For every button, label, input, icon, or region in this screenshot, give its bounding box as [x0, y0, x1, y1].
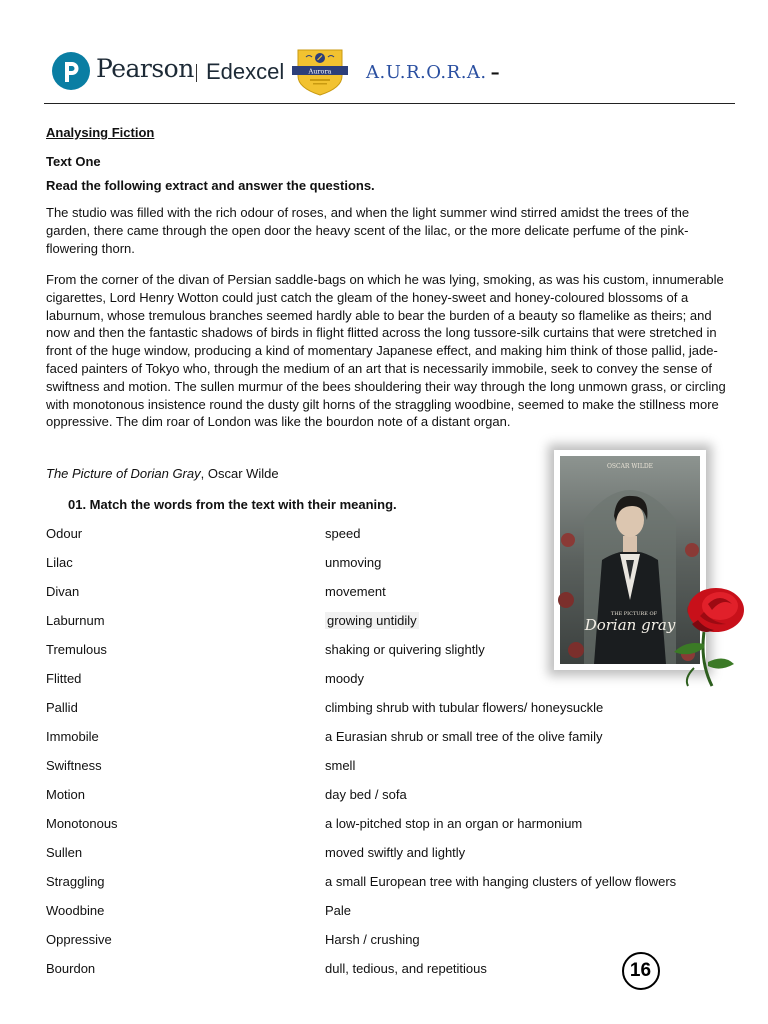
word-item: Sullen	[46, 845, 83, 860]
aurora-dash: –	[490, 62, 501, 83]
word-item: Swiftness	[46, 758, 102, 773]
page-header	[0, 0, 768, 104]
word-item: Oppressive	[46, 932, 112, 947]
word-item: Laburnum	[46, 613, 105, 628]
text-label: Text One	[46, 154, 101, 169]
meaning-item: climbing shrub with tubular flowers/ honeysuckle	[325, 700, 604, 715]
word-item: Odour	[46, 526, 83, 541]
meaning-item: moody	[325, 671, 365, 686]
meaning-item: smell	[325, 758, 356, 773]
meaning-item: a Eurasian shrub or small tree of the olive family	[325, 729, 603, 744]
cover-title-main: Dorian gray	[584, 616, 676, 634]
source-author: , Oscar Wilde	[200, 466, 279, 481]
word-item: Divan	[46, 584, 80, 599]
meaning-item: moved swiftly and lightly	[325, 845, 466, 860]
meaning-highlight: growing untidily	[327, 613, 417, 628]
word-item: Straggling	[46, 874, 105, 889]
word-item: Flitted	[46, 671, 82, 686]
word-item: Tremulous	[46, 642, 107, 657]
badge-label: Aurora	[308, 67, 332, 76]
word-item: Immobile	[46, 729, 99, 744]
word-item: Lilac	[46, 555, 73, 570]
meaning-item: shaking or quivering slightly	[325, 642, 485, 657]
meaning-item: a low-pitched stop in an organ or harmonium	[325, 816, 583, 831]
extract-paragraph-2: From the corner of the divan of Persian saddle-bags on which he was lying, smoking, as was his custom, innumerable cigarettes, Lord Henry Wotton could just catch the gleam of the honey-sweet and honey-coloured blossoms of a laburnum, whose tremulous branches seemed hardly able to bear the burden of a beauty so flamelike as theirs; and now and then the fantastic shadows of birds in flight flitted across the long tussore-silk curtains that were stretched in front of the huge window, producing a kind of momentary Japanese effect, and making him think of those pallid, jade-faced painters of Tokyo who, through the medium of an art that is necessarily immobile, seek to convey the sense of swiftness and motion. The sullen murmur of the bees shouldering their way through the long unmown grass, or circling with monotonous insistence round the dusty gilt horns of the straggling woodbine, seemed to make the stillness more oppressive. The dim roar of London was like the bourdon note of a distant organ.	[46, 272, 726, 430]
meaning-item: speed	[325, 526, 361, 541]
word-item: Bourdon	[46, 961, 96, 976]
aurora-title	[366, 62, 500, 83]
cover-title-top: THE PICTURE OF	[610, 611, 658, 617]
meaning-item: a small European tree with hanging clusters of yellow flowers	[325, 874, 677, 889]
meaning-item: day bed / sofa	[325, 787, 407, 802]
word-item: Motion	[46, 787, 86, 802]
header-separator	[196, 64, 197, 82]
meaning-item: Harsh / crushing	[325, 932, 420, 947]
aurora-shield-badge-icon	[292, 48, 348, 96]
word-item: Pallid	[46, 700, 78, 715]
question-1: 01. Match the words from the text with their meaning.	[68, 497, 397, 512]
red-rose-icon	[664, 582, 754, 688]
page-number-badge	[622, 952, 660, 990]
instruction: Read the following extract and answer the questions.	[46, 178, 375, 193]
meaning-item: Pale	[325, 903, 352, 918]
page-number: 16	[629, 960, 652, 981]
pearson-wordmark: Pearson	[96, 54, 194, 83]
word-item: Woodbine	[46, 903, 105, 918]
meaning-item: unmoving	[325, 555, 382, 570]
pearson-logo-icon	[52, 52, 90, 90]
meaning-item	[325, 613, 419, 628]
source-title: The Picture of Dorian Gray	[46, 466, 201, 481]
header-rule	[44, 103, 735, 104]
extract-source	[46, 465, 279, 483]
edexcel-wordmark: Edexcel	[206, 59, 285, 84]
cover-author: OSCAR WILDE	[606, 463, 654, 470]
meaning-item: movement	[325, 584, 386, 599]
aurora-label: A.U.R.O.R.A.	[366, 62, 487, 83]
section-title: Analysing Fiction	[46, 125, 155, 140]
extract-paragraph-1: The studio was filled with the rich odour of roses, and when the light summer wind stirred amidst the trees of the garden, there came through the open door the heavy scent of the lilac, or the more delicate perfume of the pink-flowering thorn.	[46, 205, 690, 256]
meaning-item: dull, tedious, and repetitious	[325, 961, 487, 976]
word-item: Monotonous	[46, 816, 118, 831]
